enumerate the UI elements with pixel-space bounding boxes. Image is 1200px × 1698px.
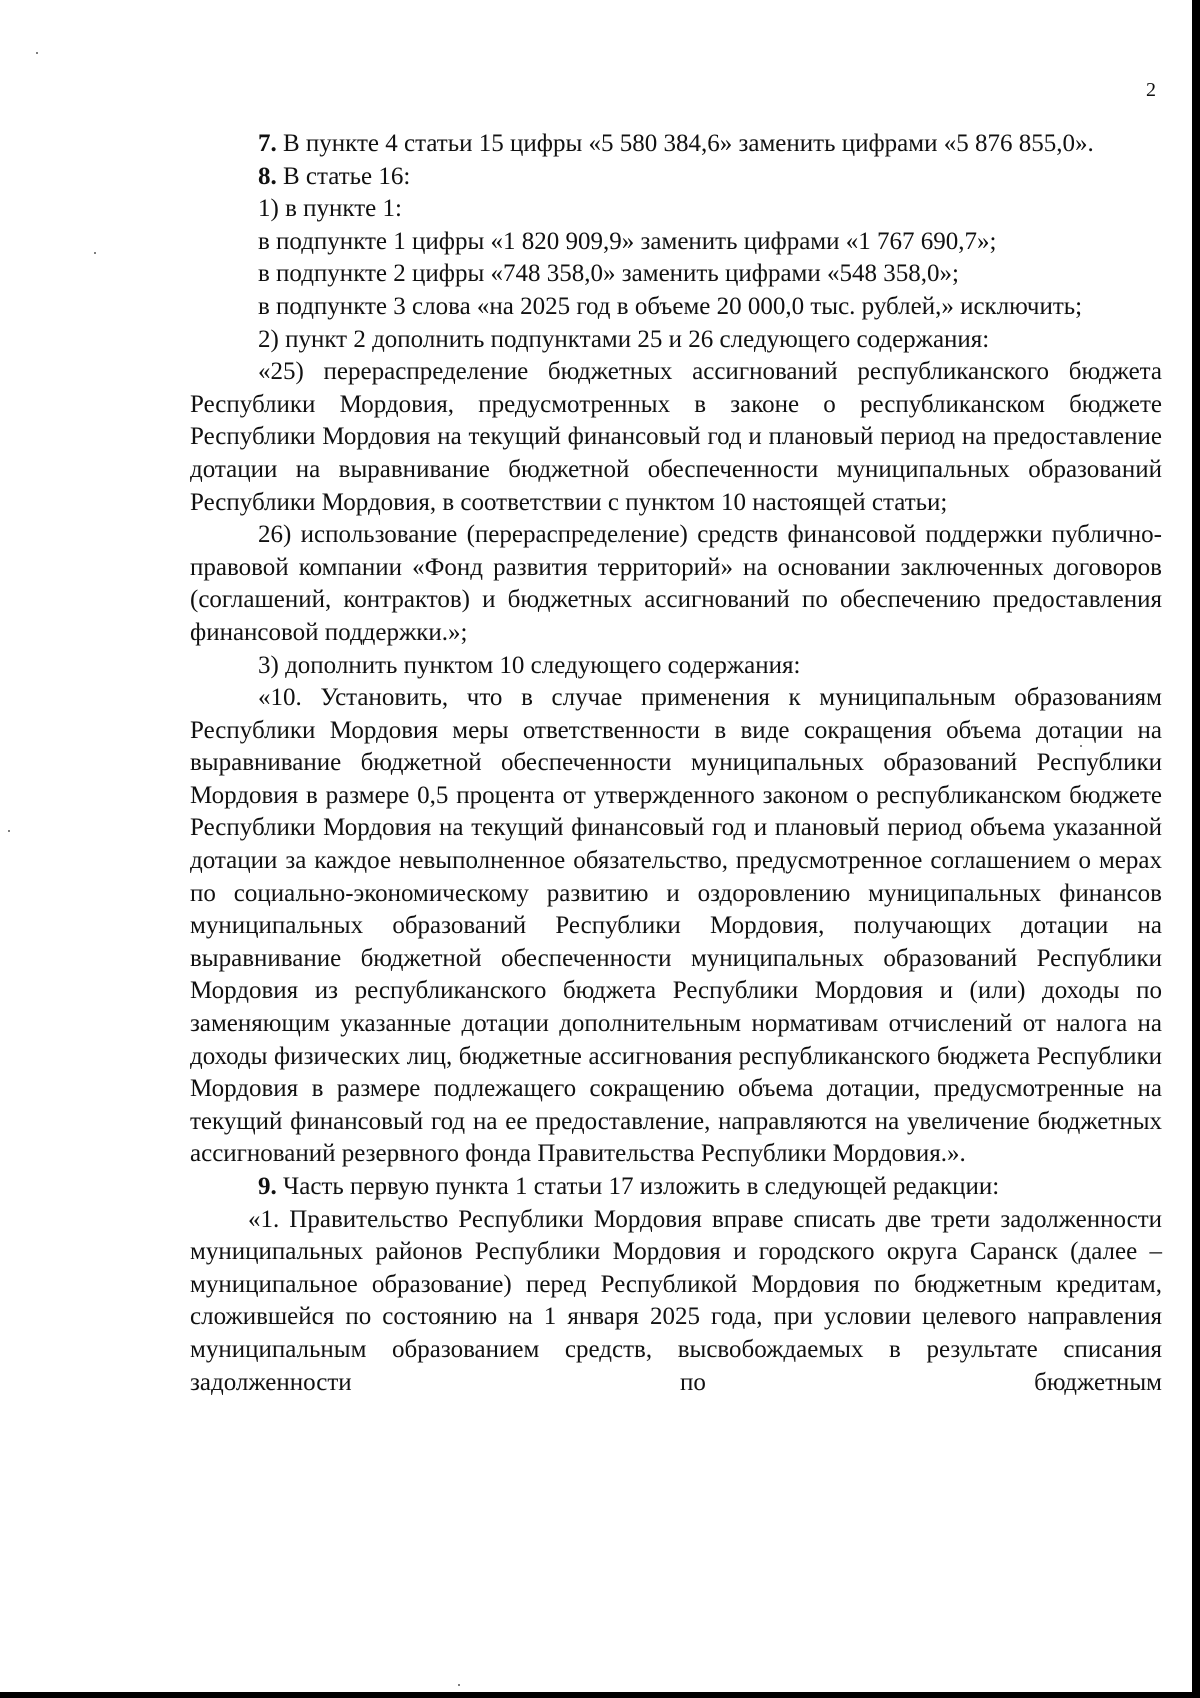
subitem-8-1: 1) в пункте 1: (258, 195, 402, 223)
scan-border-bottom (0, 1692, 1200, 1698)
subitem-8-1-a: в подпункте 1 цифры «1 820 909,9» заменить цифрами «1 767 690,7»; (258, 227, 997, 255)
subitem-8-2: 2) пункт 2 дополнить подпунктами 25 и 26 следующего содержания: (258, 325, 990, 353)
paragraph-7 (190, 128, 1162, 161)
scan-speck (8, 830, 10, 832)
item-number: 9. (258, 1173, 277, 1200)
scan-speck (94, 252, 96, 254)
subitem-8-3: 3) дополнить пунктом 10 следующего содержания: (258, 651, 801, 679)
paragraph-9 (190, 1171, 1162, 1204)
paragraph-8 (190, 161, 1162, 194)
document-body (190, 128, 1162, 1399)
page-number: 2 (1146, 79, 1156, 101)
scan-speck (36, 52, 38, 54)
subitem-8-1-c: в подпункте 3 слова «на 2025 год в объеме 20 000,0 тыс. рублей,» исключить; (258, 292, 1083, 320)
paragraph-text: В статье 16: (276, 162, 411, 190)
paragraph-text: В пункте 4 статьи 15 цифры «5 580 384,6» заменить цифрами «5 876 855,0». (276, 130, 1094, 157)
subitem-8-3-10: «10. Установить, что в случае применения к муниципальным образованиям Республики Мордовия меры ответственности в виде сокращения объема дотации на выравнивание бюджетной обеспеченности муниципальных образований Республики Мордовия в размере 0,5 процента от утвержденного законом о республиканском бюджете Республики Мордовия на текущий финансовый год и плановый период объема указанной дотации за каждое невыполненное обязательство, предусмотренное соглашением о мерах по социально-экономическому развитию и оздоровлению муниципальных финансов муниципальных образований Республики Мордовия, получающих дотации на выравнивание бюджетной обеспеченности муниципальных образований Республики Мордовия из республиканского бюджета Республики Мордовия и (или) доходы по заменяющим указанные дотации дополнительным нормативам отчислений от налога на доходы физических лиц, бюджетные ассигнования республиканского бюджета Республики Мордовия в размере подлежащего сокращению объема дотации, предусмотренные на текущий финансовый год на ее предоставление, направляются на увеличение бюджетных ассигнований резервного фонда Правительства Республики Мордовия.». (190, 684, 1162, 1168)
item-number: 8. (258, 162, 277, 190)
subitem-8-2-25: «25) перераспределение бюджетных ассигнований республиканского бюджета Республики Мордовия, предусмотренных в законе о республиканском бюджете Республики Мордовия на текущий финансовый год и плановый период на предоставление дотации на выравнивание бюджетной обеспеченности муниципальных образований Республики Мордовия, в соответствии с пунктом 10 настоящей статьи; (190, 358, 1162, 516)
subitem-8-2-26: 26) использование (перераспределение) средств финансовой поддержки публично-правовой компании «Фонд развития территорий» на основании заключенных договоров (соглашений, контрактов) и бюджетных ассигнований по обеспечению предоставления финансовой поддержки.»; (190, 521, 1162, 646)
scan-speck (458, 1684, 460, 1686)
subitem-8-1-b: в подпункте 2 цифры «748 358,0» заменить цифрами «548 358,0»; (258, 260, 959, 288)
item-number: 7. (258, 130, 277, 157)
paragraph-9-quote: «1. Правительство Республики Мордовия вправе списать две трети задолженности муниципальных районов Республики Мордовия и городского округа Саранск (далее – муниципальное образование) перед Республикой Мордовия по бюджетным кредитам, сложившейся по состоянию на 1 января 2025 года, при условии целевого направления муниципальным образованием средств, высвобождаемых в результате списания задолженности по бюджетным (190, 1205, 1162, 1396)
paragraph-text: Часть первую пункта 1 статьи 17 изложить в следующей редакции: (276, 1173, 1000, 1200)
scan-border-right (1192, 0, 1200, 1698)
